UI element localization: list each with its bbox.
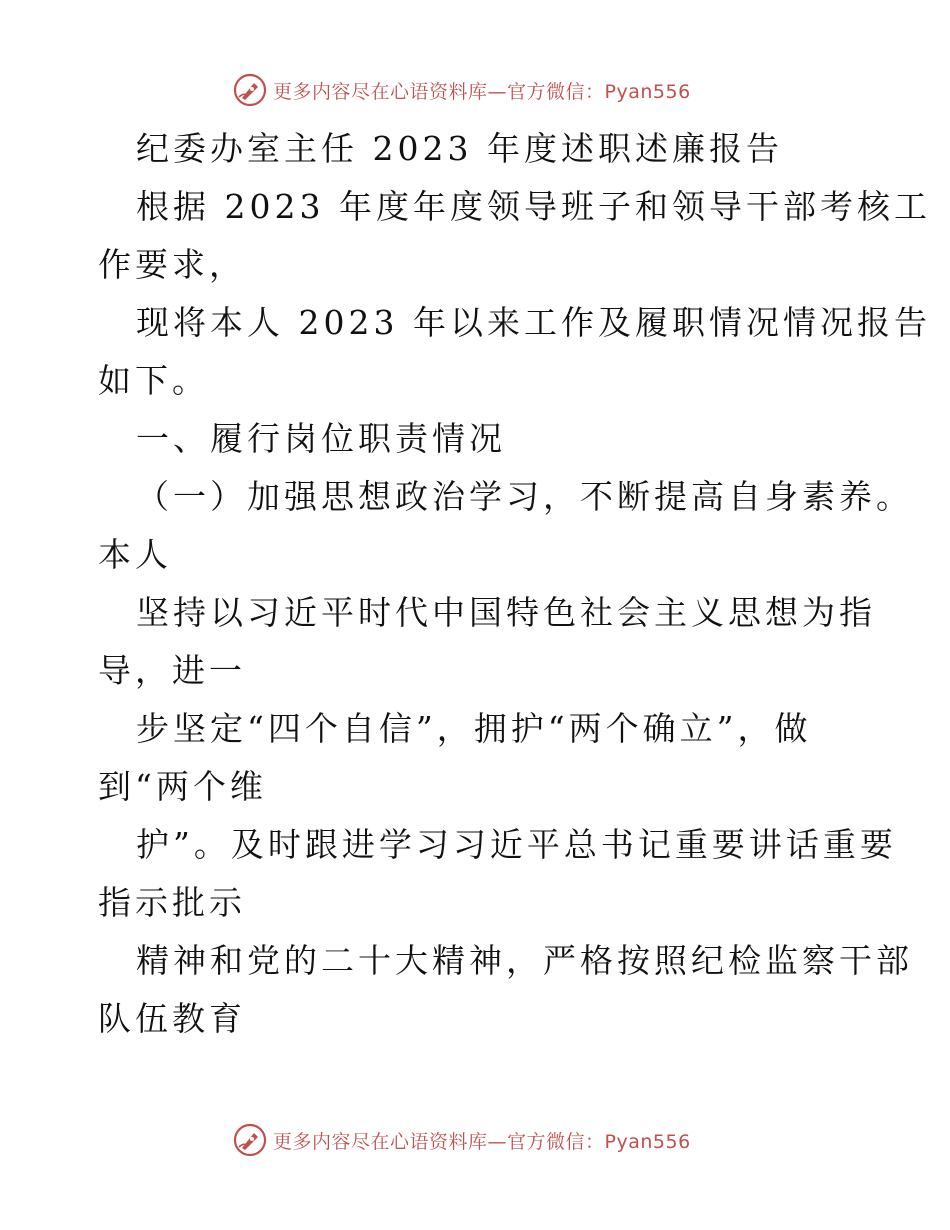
paragraph-line: 护”。及时跟进学习习近平总书记重要讲话重要 [136,825,897,864]
paragraph-line: 精神和党的二十大精神，严格按照纪检监察干部 [136,941,913,980]
pen-nib-logo-icon [233,1123,267,1157]
paragraph-line: 队伍教育 [98,999,246,1038]
paragraph-line: 坚持以习近平时代中国特色社会主义思想为指 [136,593,876,632]
header-watermark [233,72,753,108]
paragraph-line: 步坚定“四个自信”，拥护“两个确立”，做 [136,709,812,748]
paragraph-line: 到“两个维 [98,767,267,806]
footer-watermark [233,1122,753,1158]
paragraph-line: 导，进一 [98,651,246,690]
watermark-text: 更多内容尽在心语资料库—官方微信：Pyan556 [273,1130,691,1153]
paragraph-line: 根据 2023 年度年度领导班子和领导干部考核工 [136,187,931,226]
paragraph-line: 指示批示 [98,883,246,922]
paragraph-line: 本人 [98,535,172,574]
pen-nib-logo-icon [233,73,267,107]
paragraph-line: 作要求， [98,245,246,284]
subsection-heading: （一）加强思想政治学习，不断提高自身素养。 [136,477,913,516]
paragraph-line: 现将本人 2023 年以来工作及履职情况情况报告 [136,303,931,342]
paragraph-line: 如下。 [98,361,209,400]
document-title: 纪委办室主任 2023 年度述职述廉报告 [136,129,783,168]
watermark-text: 更多内容尽在心语资料库—官方微信：Pyan556 [273,80,691,103]
section-heading: 一、履行岗位职责情况 [136,419,506,458]
